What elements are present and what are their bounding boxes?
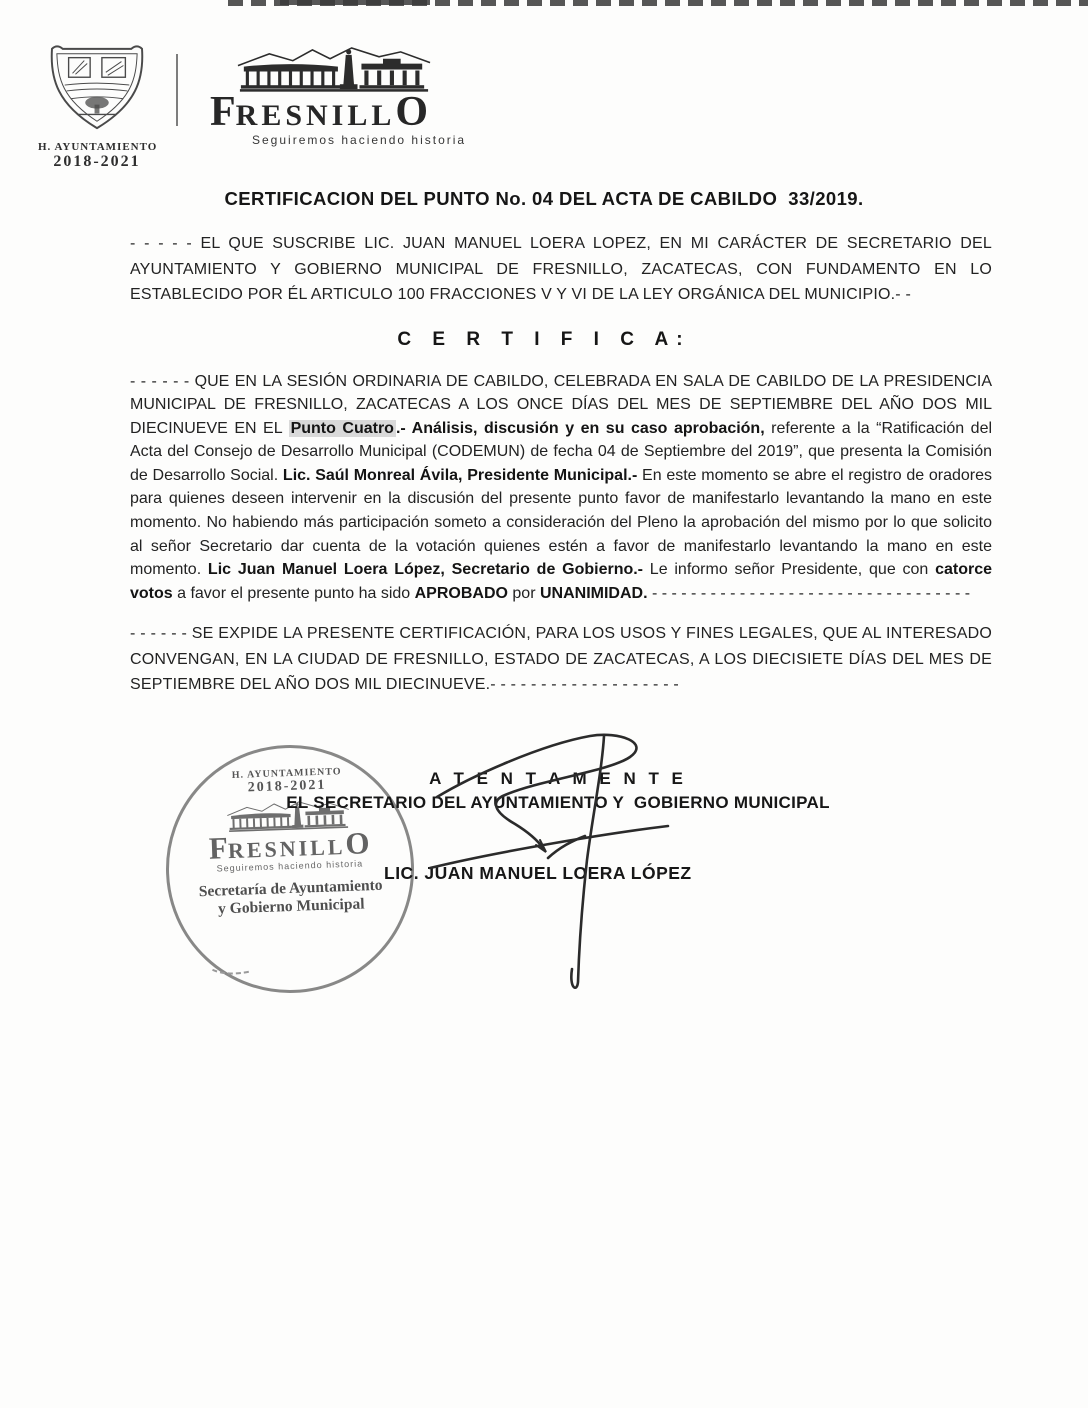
certifica-heading: C E R T I F I C A:: [397, 328, 691, 350]
stamp-org-label: H. AYUNTAMIENTO: [231, 766, 342, 781]
signature-block: [0, 735, 1088, 1065]
salutation-line: A T E N T A M E N T E: [429, 769, 687, 788]
signer-name: LIC. JUAN MANUEL LOERA LÓPEZ: [384, 863, 692, 883]
scan-artifact-mark: [280, 0, 430, 5]
crest-org-label: H. AYUNTAMIENTO: [38, 141, 158, 153]
stamp-tagline: Seguiremos haciendo historia: [216, 858, 364, 874]
handwritten-signature: [415, 725, 680, 1015]
skyline-icon: [236, 46, 432, 95]
fresnillo-wordmark: FRESNILLO: [210, 89, 429, 135]
stamp-office-line1: Secretaría de Ayuntamiento: [198, 876, 383, 901]
intro-paragraph: - - - - - EL QUE SUSCRIBE LIC. JUAN MANUEL LOERA LOPEZ, EN MI CARÁCTER DE SECRETARIO DEL AYUNTAMIENTO Y GOBIERNO MUNICIPAL DE FRESNILLO, ZACATECAS, CON FUNDAMENTO EN LO ESTABLECIDO POR ÉL ARTICULO 100 FRACCIONES V Y VI DE LA LEY ORGÁNICA DEL MUNICIPIO.- -: [130, 235, 992, 303]
coat-of-arms-icon: [43, 42, 151, 134]
stamp-period-label: 2018-2021: [247, 777, 327, 796]
document-header: [38, 42, 466, 171]
document-body: [0, 188, 1088, 698]
stamp-smudge-mark: [208, 963, 268, 979]
stamp-wordmark: FRESNILLO: [208, 825, 371, 866]
certification-body-paragraph: - - - - - - QUE EN LA SESIÓN ORDINARIA DE CABILDO, CELEBRADA EN SALA DE CABILDO DE LA PRESIDENCIA MUNICIPAL DE FRESNILLO, ZACATECAS A LOS ONCE DÍAS DEL MES DE SEPTIEMBRE DEL AÑO DOS MIL DIECINUEVE EN EL Punto Cuatro .- Análisis, discusión y en su caso aprobación, referente a la “Ratificación del Acta del Consejo de Desarrollo Municipal (CODEMUN) de fecha 04 de Septiembre del 2019”, que presenta la Comisión de Desarrollo Social. Lic. Saúl Monreal Ávila, Presidente Municipal.- En este momento se abre el registro de oradores para quienes deseen intervenir en la discusión del presente punto favor de manifestarlo levantando la mano en este momento. No habiendo más participación someto a consideración del Pleno la aprobación del mismo por lo que solicito al señor Secretario dar cuenta de la votación quienes estén a favor de manifestarlo levantando la mano en este momento. Lic Juan Manuel Loera López, Secretario de Gobierno.- Le informo señor Presidente, que con catorce votos a favor el presente punto ha sido APROBADO por UNANIMIDAD. - - - - - - - - - - - - - - - - - - - - - - - - - - - - - - - - -: [130, 372, 993, 602]
document-title: CERTIFICACION DEL PUNTO No. 04 DEL ACTA DE CABILDO 33/2019.: [224, 188, 864, 209]
stamp-office-line2: y Gobierno Municipal: [217, 895, 365, 918]
logo-tagline: Seguiremos haciendo historia: [252, 133, 467, 147]
signer-role-line: EL SECRETARIO DEL AYUNTAMIENTO Y GOBIERNO MUNICIPAL: [286, 793, 830, 812]
header-divider: [176, 54, 178, 126]
fresnillo-logo: [210, 46, 466, 147]
municipal-crest: [38, 42, 156, 171]
crest-period-label: 2018-2021: [53, 153, 141, 170]
closing-paragraph: - - - - - - SE EXPIDE LA PRESENTE CERTIFICACIÓN, PARA LOS USOS Y FINES LEGALES, QUE AL INTERESADO CONVENGAN, EN LA CIUDAD DE FRESNILLO, ESTADO DE ZACATECAS, A LOS DIECISIETE DÍAS DEL MES DE SEPTIEMBRE DEL AÑO DOS MIL DIECINUEVE.- - - - - - - - - - - - - - - - - - -: [130, 625, 992, 694]
